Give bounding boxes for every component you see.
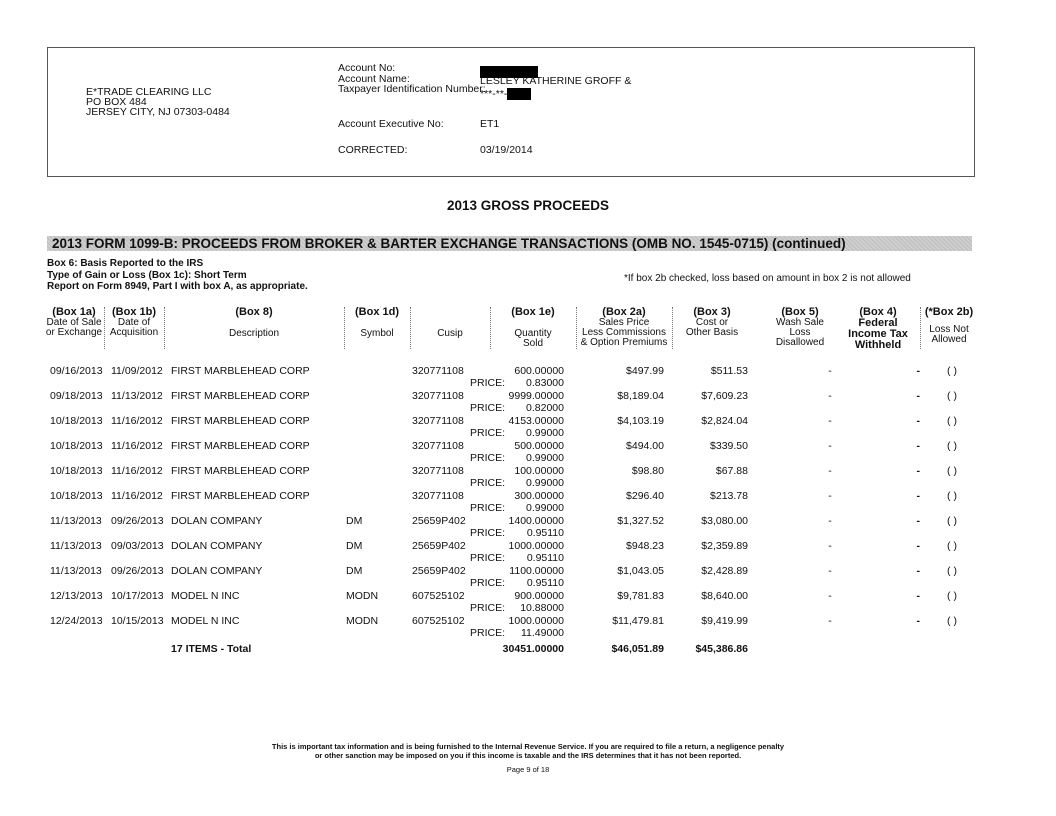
table-row [0, 590, 1056, 615]
proceeds: $11,479.81 [612, 615, 664, 627]
date-of-sale: 12/13/2013 [50, 590, 103, 602]
price: 0.99000 [526, 427, 564, 439]
date-of-sale: 09/18/2013 [50, 390, 103, 402]
description: DOLAN COMPANY [171, 565, 263, 577]
symbol: DM [346, 515, 363, 527]
account-executive-value: ET1 [480, 118, 500, 130]
loss-not-allowed: ( ) [947, 415, 957, 427]
federal-tax: - [916, 515, 920, 527]
col-header-quantity: (Box 1e) Quantity Sold [490, 307, 577, 349]
price: 0.83000 [526, 377, 564, 389]
date-acquired: 11/16/2012 [111, 490, 163, 502]
cost-basis: $3,080.00 [701, 515, 748, 527]
wash-sale: - [828, 565, 832, 577]
cost-basis: $339.50 [710, 440, 748, 452]
wash-sale: - [828, 440, 832, 452]
symbol: MODN [346, 615, 379, 627]
quantity: 9999.00000 [508, 390, 564, 402]
cusip: 320771108 [412, 440, 464, 452]
price-label: PRICE: [470, 427, 506, 439]
tin-redacted [507, 88, 531, 100]
note-box2b: *If box 2b checked, loss based on amount in box 2 is not allowed [624, 273, 911, 284]
date-of-sale: 12/24/2013 [50, 615, 103, 627]
table-row [0, 415, 1056, 440]
col-header-date-acquired: (Box 1b) Date of Acquisition [104, 307, 165, 349]
col-header-cusip: Cusip [410, 307, 491, 349]
cost-basis: $511.53 [710, 365, 748, 377]
wash-sale: - [828, 365, 832, 377]
cost-basis: $7,609.23 [701, 390, 748, 402]
loss-not-allowed: ( ) [947, 390, 957, 402]
description: FIRST MARBLEHEAD CORP [171, 490, 310, 502]
totals-quantity: 30451.00000 [502, 643, 564, 655]
table-row [0, 440, 1056, 465]
quantity: 900.00000 [514, 590, 564, 602]
totals-proceeds: $46,051.89 [611, 643, 664, 655]
wash-sale: - [828, 540, 832, 552]
cusip: 607525102 [412, 590, 465, 602]
table-row [0, 565, 1056, 590]
date-acquired: 09/03/2013 [111, 540, 164, 552]
price-label: PRICE: [470, 402, 506, 414]
quantity: 4153.00000 [508, 415, 564, 427]
col-header-federal-tax: (Box 4) Federal Income Tax Withheld [836, 307, 921, 349]
description: FIRST MARBLEHEAD CORP [171, 465, 310, 477]
page-number: Page 9 of 18 [506, 765, 550, 774]
price-label: PRICE: [470, 602, 506, 614]
price: 11.49000 [520, 627, 564, 639]
loss-not-allowed: ( ) [947, 440, 957, 452]
date-of-sale: 11/13/2013 [50, 540, 102, 552]
price-label: PRICE: [470, 552, 506, 564]
wash-sale: - [828, 490, 832, 502]
payer-name: E*TRADE CLEARING LLC [86, 86, 212, 98]
cost-basis: $8,640.00 [701, 590, 748, 602]
col-header-date-sale: (Box 1a) Date of Sale or Exchange [44, 307, 105, 349]
account-no-label: Account No: [338, 62, 396, 74]
wash-sale: - [828, 415, 832, 427]
proceeds: $98.80 [631, 465, 664, 477]
table-row [0, 490, 1056, 515]
cusip: 320771108 [412, 365, 464, 377]
federal-tax: - [916, 415, 920, 427]
cost-basis: $67.88 [715, 465, 748, 477]
wash-sale: - [828, 590, 832, 602]
col-header-loss-not-allowed: (*Box 2b) Loss Not Allowed [924, 306, 974, 345]
cusip: 25659P402 [412, 565, 466, 577]
proceeds: $4,103.19 [617, 415, 664, 427]
loss-not-allowed: ( ) [947, 465, 957, 477]
date-of-sale: 09/16/2013 [50, 365, 103, 377]
account-name-value: LESLEY KATHERINE GROFF & [480, 75, 632, 87]
date-acquired: 11/16/2012 [111, 415, 163, 427]
tin-label: Taxpayer Identification Number: [338, 83, 486, 95]
col-header-symbol: (Box 1d) Symbol [344, 307, 411, 349]
cusip: 320771108 [412, 390, 464, 402]
basis-notes [47, 258, 308, 293]
account-labels [338, 63, 486, 95]
federal-tax: - [916, 540, 920, 552]
proceeds: $9,781.83 [617, 590, 664, 602]
price-label: PRICE: [470, 477, 506, 489]
account-executive-label: Account Executive No: [338, 118, 444, 130]
corrected-label: CORRECTED: [338, 144, 408, 156]
cost-basis: $2,359.89 [701, 540, 748, 552]
proceeds: $296.40 [626, 490, 664, 502]
proceeds: $1,043.05 [617, 565, 664, 577]
loss-not-allowed: ( ) [947, 490, 957, 502]
price: 0.95110 [526, 577, 564, 589]
federal-tax: - [916, 590, 920, 602]
quantity: 1100.00000 [509, 565, 564, 577]
price: 0.99000 [526, 477, 564, 489]
price: 0.99000 [526, 502, 564, 514]
loss-not-allowed: ( ) [947, 615, 957, 627]
table-row [0, 390, 1056, 415]
wash-sale: - [828, 465, 832, 477]
price: 0.95110 [526, 527, 564, 539]
symbol: MODN [346, 590, 379, 602]
quantity: 500.00000 [514, 440, 564, 452]
federal-tax: - [916, 465, 920, 477]
table-row [0, 365, 1056, 390]
cost-basis: $9,419.99 [701, 615, 748, 627]
cusip: 320771108 [412, 490, 464, 502]
totals-label: 17 ITEMS - Total [171, 643, 252, 655]
date-acquired: 09/26/2013 [111, 565, 164, 577]
price: 0.99000 [526, 452, 564, 464]
description: DOLAN COMPANY [171, 515, 263, 527]
proceeds: $497.99 [626, 365, 664, 377]
loss-not-allowed: ( ) [947, 565, 957, 577]
date-of-sale: 10/18/2013 [50, 490, 103, 502]
note-form-8949: Report on Form 8949, Part I with box A, as appropriate. [47, 281, 308, 292]
cusip: 320771108 [412, 465, 464, 477]
price-label: PRICE: [470, 377, 506, 389]
page-title: 2013 GROSS PROCEEDS [446, 198, 610, 213]
account-name-label: Account Name: [338, 72, 410, 85]
federal-tax: - [916, 390, 920, 402]
quantity: 1000.00000 [508, 540, 564, 552]
col-header-cost-basis: (Box 3) Cost or Other Basis [685, 306, 739, 338]
proceeds: $494.00 [626, 440, 664, 452]
description: FIRST MARBLEHEAD CORP [171, 440, 310, 452]
col-header-description: (Box 8) Description [164, 307, 345, 349]
loss-not-allowed: ( ) [947, 590, 957, 602]
table-row [0, 465, 1056, 490]
price: 0.82000 [526, 402, 564, 414]
date-of-sale: 11/13/2013 [50, 565, 102, 577]
cusip: 320771108 [412, 415, 464, 427]
date-of-sale: 11/13/2013 [50, 515, 102, 527]
loss-not-allowed: ( ) [947, 515, 957, 527]
price-label: PRICE: [470, 577, 506, 589]
symbol: DM [346, 565, 363, 577]
description: MODEL N INC [171, 615, 240, 627]
disclaimer-line2: or other sanction may be imposed on you if this income is taxable and the IRS determines that it has not been reported. [314, 751, 742, 760]
price-label: PRICE: [470, 502, 506, 514]
payer-city: JERSEY CITY, NJ 07303-0484 [86, 106, 230, 118]
form-title-banner: 2013 FORM 1099-B: PROCEEDS FROM BROKER & BARTER EXCHANGE TRANSACTIONS (OMB NO. 1545-0715) (continued) [47, 236, 972, 251]
loss-not-allowed: ( ) [947, 540, 957, 552]
proceeds: $1,327.52 [617, 515, 664, 527]
cost-basis: $213.78 [710, 490, 748, 502]
date-acquired: 11/09/2012 [111, 365, 163, 377]
payer-address [86, 87, 230, 117]
date-acquired: 09/26/2013 [111, 515, 164, 527]
disclaimer-line1: This is important tax information and is being furnished to the Internal Revenue Service. If you are required to file a return, a negligence penalty [271, 742, 785, 751]
table-row [0, 615, 1056, 640]
federal-tax: - [916, 440, 920, 452]
cusip: 25659P402 [412, 540, 466, 552]
proceeds: $8,189.04 [617, 390, 664, 402]
cusip: 25659P402 [412, 515, 466, 527]
price-label: PRICE: [470, 452, 506, 464]
proceeds: $948.23 [626, 540, 664, 552]
tax-disclaimer [0, 742, 1056, 760]
quantity: 300.00000 [514, 490, 564, 502]
symbol: DM [346, 540, 363, 552]
federal-tax: - [916, 490, 920, 502]
cost-basis: $2,428.89 [701, 565, 748, 577]
price-label: PRICE: [470, 527, 506, 539]
date-of-sale: 10/18/2013 [50, 415, 103, 427]
date-acquired: 11/13/2012 [111, 390, 163, 402]
date-acquired: 10/17/2013 [111, 590, 164, 602]
date-acquired: 11/16/2012 [111, 465, 163, 477]
wash-sale: - [828, 390, 832, 402]
col-header-wash-sale: (Box 5) Wash Sale Loss Disallowed [775, 306, 825, 348]
federal-tax: - [916, 565, 920, 577]
corrected-date: 03/19/2014 [480, 144, 533, 156]
description: MODEL N INC [171, 590, 240, 602]
quantity: 1400.00000 [508, 515, 564, 527]
date-of-sale: 10/18/2013 [50, 440, 103, 452]
federal-tax: - [916, 365, 920, 377]
note-box6: Box 6: Basis Reported to the IRS [47, 258, 204, 269]
price: 0.95110 [526, 552, 564, 564]
description: FIRST MARBLEHEAD CORP [171, 365, 310, 377]
price: 10.88000 [520, 602, 564, 614]
col-header-sales-price: (Box 2a) Sales Price Less Commissions & Option Premiums [576, 307, 673, 349]
loss-not-allowed: ( ) [947, 365, 957, 377]
federal-tax: - [916, 615, 920, 627]
description: FIRST MARBLEHEAD CORP [171, 390, 310, 402]
totals-cost: $45,386.86 [695, 643, 748, 655]
table-row [0, 515, 1056, 540]
quantity: 1000.00000 [508, 615, 564, 627]
date-acquired: 10/15/2013 [111, 615, 164, 627]
price-label: PRICE: [470, 627, 506, 639]
table-row [0, 540, 1056, 565]
note-gain-type: Type of Gain or Loss (Box 1c): Short Term [47, 269, 247, 281]
wash-sale: - [828, 515, 832, 527]
tin-value [480, 88, 531, 100]
date-of-sale: 10/18/2013 [50, 465, 103, 477]
description: DOLAN COMPANY [171, 540, 263, 552]
date-acquired: 11/16/2012 [111, 440, 163, 452]
quantity: 100.00000 [514, 465, 564, 477]
cusip: 607525102 [412, 615, 465, 627]
payer-po-box: PO BOX 484 [86, 96, 147, 108]
description: FIRST MARBLEHEAD CORP [171, 415, 310, 427]
quantity: 600.00000 [514, 365, 564, 377]
tin-masked: ***-**- [480, 88, 508, 100]
wash-sale: - [828, 615, 832, 627]
cost-basis: $2,824.04 [701, 415, 748, 427]
